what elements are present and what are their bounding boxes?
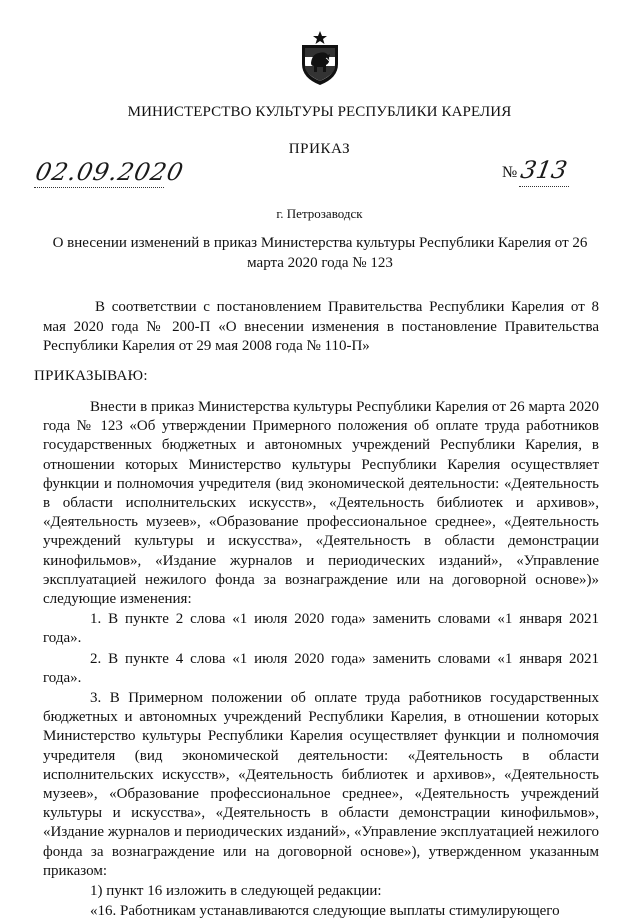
paragraph-quote-16: «16. Работникам устанавливаются следующие выплаты стимулирующего [90,903,560,920]
karelia-coat-of-arms-icon [299,30,341,86]
date-underline [34,187,164,188]
order-command: ПРИКАЗЫВАЮ: [34,368,148,384]
paragraph-item-1: 1. В пункте 2 слова «1 июля 2020 года» заменить словами «1 января 2021 года». [43,611,599,647]
preamble: В соответствии с постановлением Правительства Республики Карелия от 8 мая 2020 года № 200-П «О внесении изменения в постановление Правительства Республики Карелия от 29 мая 2008 года № 110-П» [43,299,599,354]
order-body [43,398,599,922]
paragraph-item-3: 3. В Примерном положении об оплате труда работников государственных бюджетных и автономных учреждений Республики Карелия, в отношении которых Министерство культуры Республики Карелия осуществляет функции и полномочия учредителя (вид экономической деятельности: «Деятельность в области исполнительских искусств», «Деятельность библиотек и архивов», «Деятельность музеев», «Образование профессиональное среднее», «Деятельность учреждений культуры и искусства», «Деятельность в области демонстрации кинофильмов», «Издание журналов и периодических изданий», «Управление эксплуатацией нежилого фонда за вознаграждение или на договорной основе»), утвержденном указанным приказом: [43,690,599,879]
handwritten-number: 313 [518,156,570,184]
document-type: ПРИКАЗ [288,141,351,157]
number-underline [519,186,569,187]
paragraph-intro: Внести в приказ Министерства культуры Республики Карелия от 26 марта 2020 года № 123 «Об утверждении Примерного положения об оплате труда работников государственных бюджетных и автономных учреждений Республики Карелия, в отношении которых Министерство культуры Республики Карелия осуществляет функции и полномочия учредителя (вид экономической деятельности: «Деятельность в области исполнительских искусств», «Деятельность библиотек и архивов», «Деятельность музеев», «Образование профессиональное среднее», «Деятельность учреждений культуры и искусства», «Деятельность в области демонстрации кинофильмов», «Издание журналов и периодических изданий», «Управление эксплуатацией нежилого фонда за вознаграждение или на договорной основе»)» следующие изменения: [43,399,599,608]
number-label: № [502,164,518,181]
paragraph-item-2: 2. В пункте 4 слова «1 июля 2020 года» заменить словами «1 января 2021 года». [43,650,599,686]
city-line: г. Петрозаводск [276,206,363,221]
paragraph-subitem-1: 1) пункт 16 изложить в следующей редакции: [90,883,382,900]
order-subject: О внесении изменений в приказ Министерства культуры Республики Карелия от 26 марта 2020 года № 123 [52,235,588,271]
ministry-name: МИНИСТЕРСТВО КУЛЬТУРЫ РЕСПУБЛИКИ КАРЕЛИЯ [127,104,512,120]
handwritten-date: 02.09.2020 [33,158,187,186]
